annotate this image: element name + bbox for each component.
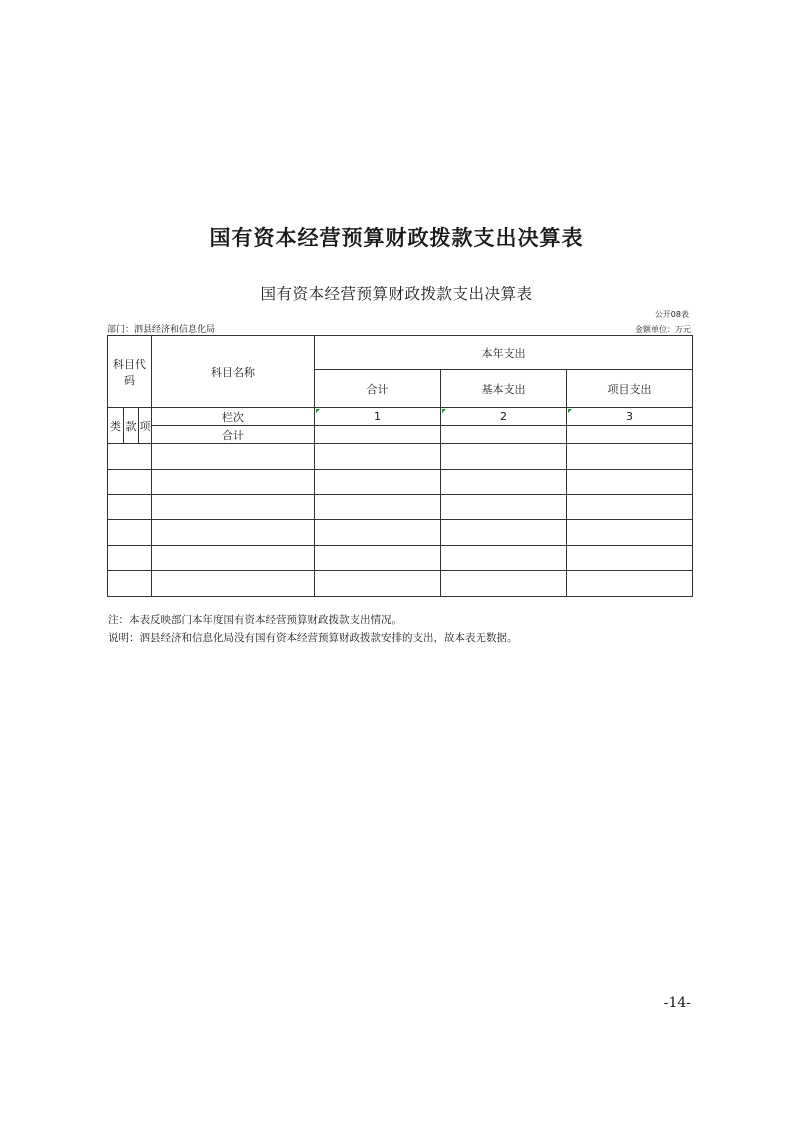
expense-header: 本年支出 bbox=[315, 336, 693, 370]
table-cell bbox=[152, 520, 315, 546]
table-cell bbox=[152, 470, 315, 495]
col-index-1-value: 1 bbox=[374, 410, 381, 423]
total-cell bbox=[441, 426, 567, 444]
col-index-3-value: 3 bbox=[626, 410, 633, 423]
table-cell bbox=[108, 495, 152, 520]
table-cell bbox=[108, 546, 152, 571]
table-cell bbox=[567, 546, 693, 571]
table-cell bbox=[315, 546, 441, 571]
department-label: 部门：泗县经济和信息化局 bbox=[107, 325, 216, 335]
main-title: 国有资本经营预算财政拨款支出决算表 bbox=[209, 226, 584, 250]
sub-xiang: 项 bbox=[139, 408, 152, 444]
page-number: -14- bbox=[663, 995, 691, 1011]
table-cell bbox=[152, 571, 315, 597]
table-cell bbox=[108, 571, 152, 597]
table-cell bbox=[315, 520, 441, 546]
index-row bbox=[108, 408, 693, 426]
table-cell bbox=[441, 495, 567, 520]
table-cell bbox=[108, 520, 152, 546]
table-cell bbox=[567, 520, 693, 546]
table-row bbox=[108, 495, 693, 520]
note-text: 注：本表反映部门本年度国有资本经营预算财政拨款支出情况。 bbox=[108, 614, 402, 626]
col-index-label: 栏次 bbox=[152, 408, 315, 426]
table-cell bbox=[152, 546, 315, 571]
total-cell bbox=[567, 426, 693, 444]
table-row bbox=[108, 470, 693, 495]
col-project-header: 项目支出 bbox=[567, 370, 693, 408]
table-cell bbox=[315, 444, 441, 470]
col-total-header: 合计 bbox=[315, 370, 441, 408]
comment-marker bbox=[442, 409, 446, 413]
sub-lei: 类 bbox=[108, 408, 124, 444]
unit-label: 金额单位：万元 bbox=[635, 325, 691, 334]
col-index-2 bbox=[441, 408, 567, 426]
table-cell bbox=[441, 571, 567, 597]
col-index-1 bbox=[315, 408, 441, 426]
sub-title: 国有资本经营预算财政拨款支出决算表 bbox=[260, 285, 533, 303]
explanation-text: 说明：泗县经济和信息化局没有国有资本经营预算财政拨款安排的支出，故本表无数据。 bbox=[108, 632, 518, 644]
table-cell bbox=[315, 495, 441, 520]
table-cell bbox=[441, 470, 567, 495]
table-cell bbox=[441, 520, 567, 546]
col-index-3 bbox=[567, 408, 693, 426]
form-code: 公开08表 bbox=[654, 310, 689, 319]
code-header: 科目代码 bbox=[108, 336, 152, 408]
table-row bbox=[108, 571, 693, 597]
table-cell bbox=[315, 470, 441, 495]
table-cell bbox=[315, 571, 441, 597]
table-cell bbox=[108, 444, 152, 470]
header-row-1 bbox=[108, 336, 693, 370]
table-row bbox=[108, 444, 693, 470]
total-row bbox=[108, 426, 693, 444]
total-row-label: 合计 bbox=[152, 426, 315, 444]
comment-marker bbox=[316, 409, 320, 413]
col-index-2-value: 2 bbox=[500, 410, 507, 423]
table-row bbox=[108, 520, 693, 546]
table-cell bbox=[152, 444, 315, 470]
table-row bbox=[108, 546, 693, 571]
table-cell bbox=[152, 495, 315, 520]
table-cell bbox=[567, 470, 693, 495]
table-cell bbox=[441, 546, 567, 571]
comment-marker bbox=[568, 409, 572, 413]
table-cell bbox=[567, 444, 693, 470]
table-cell bbox=[108, 470, 152, 495]
table-cell bbox=[567, 571, 693, 597]
col-basic-header: 基本支出 bbox=[441, 370, 567, 408]
budget-table bbox=[107, 335, 693, 597]
table-cell bbox=[567, 495, 693, 520]
total-cell bbox=[315, 426, 441, 444]
name-header: 科目名称 bbox=[152, 336, 315, 408]
table-cell bbox=[441, 444, 567, 470]
sub-kuan: 款 bbox=[124, 408, 139, 444]
